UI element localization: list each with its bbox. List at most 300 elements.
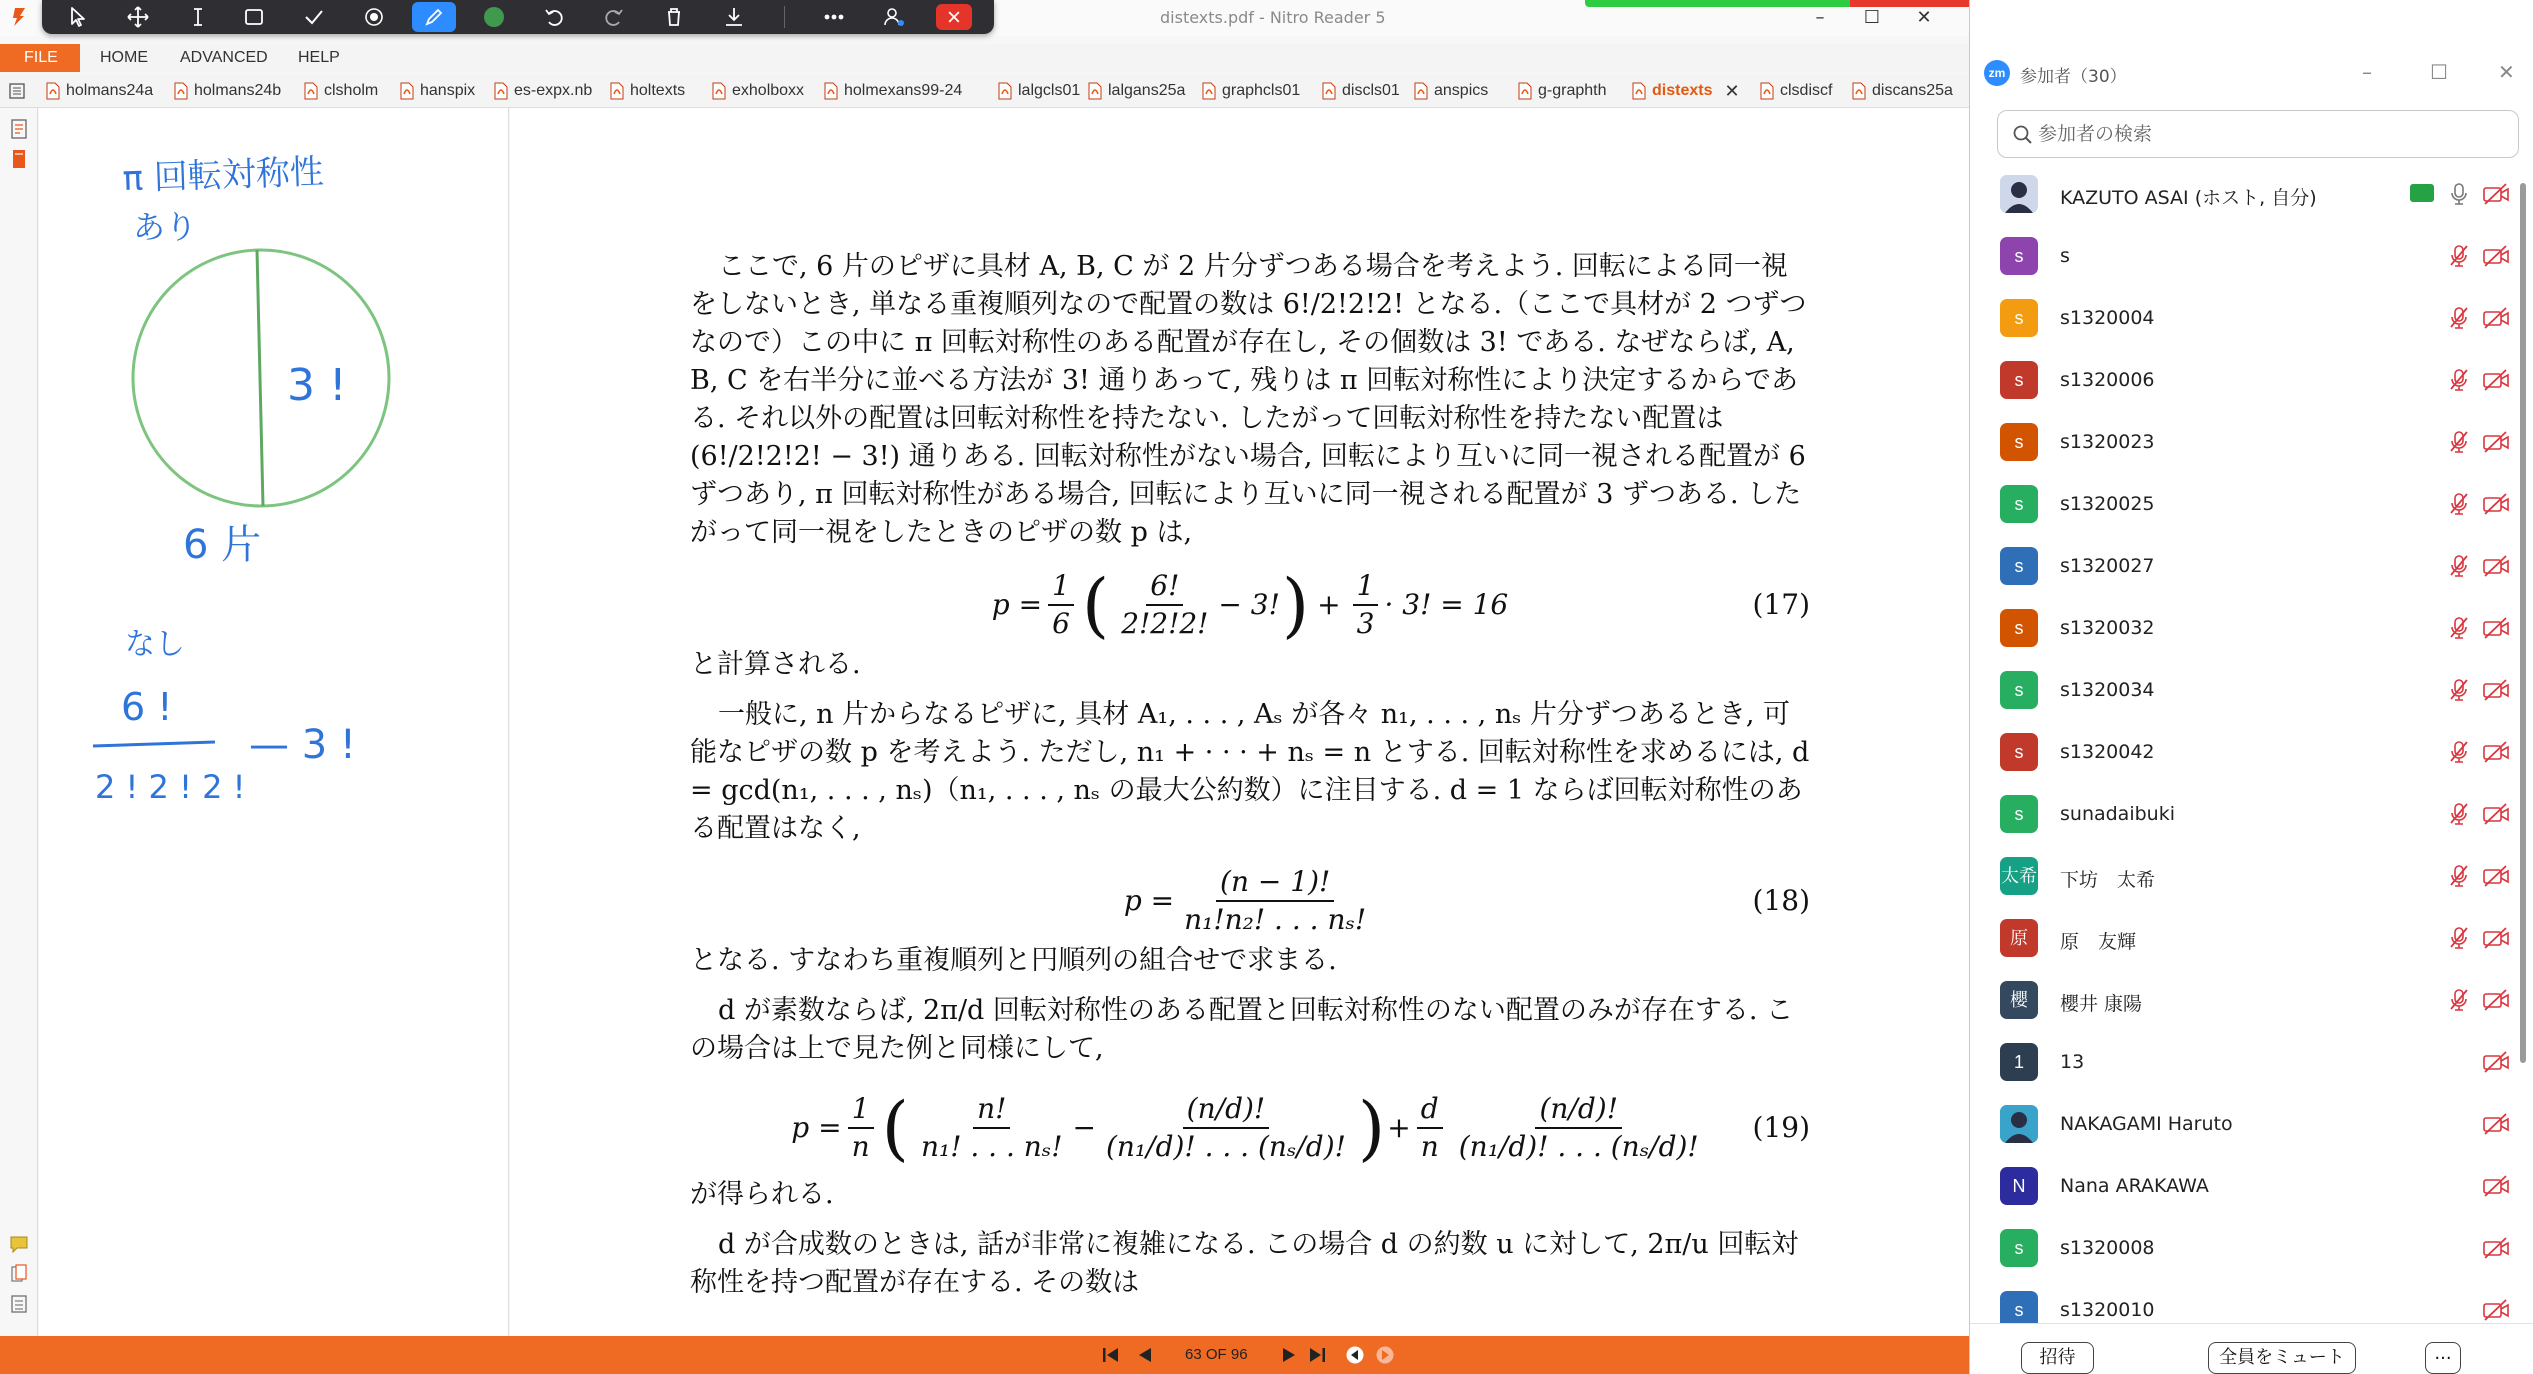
paragraph-composite-case: d が合成数のときは, 話が非常に複雑になる. この場合 d の約数 u に対して, 2π/u 回転対称性を持つ配置が存在する. その数は xyxy=(690,1229,1799,1298)
eq17-open-paren: ( xyxy=(1081,564,1110,646)
video-off-icon[interactable] xyxy=(2482,927,2510,949)
eq19-c-num: (n/d)! xyxy=(1535,1091,1622,1129)
doc-tab-label: holtexts xyxy=(630,82,686,99)
avatar-initial: s xyxy=(2014,1300,2024,1320)
move-tool-button[interactable] xyxy=(116,2,160,32)
mic-muted-icon[interactable] xyxy=(2448,677,2470,703)
avatar-initial: s xyxy=(2014,618,2024,638)
avatar xyxy=(2000,299,2038,337)
next-page-icon[interactable] xyxy=(1278,1345,1300,1365)
eq17-close-paren: ) xyxy=(1281,564,1310,646)
paragraph-combination: となる. すなわち重複順列と円順列の組合せで求まる. xyxy=(690,945,1337,976)
video-off-icon[interactable] xyxy=(2482,369,2510,391)
panel-minimize-button[interactable]: – xyxy=(2362,60,2372,84)
toolbar-divider xyxy=(784,6,785,28)
avatar-initial: s xyxy=(2014,370,2024,390)
doc-tab-anspics[interactable] xyxy=(1414,74,1488,108)
doc-tab-label: clsholm xyxy=(324,82,379,99)
eq17-c1-num: 1 xyxy=(1048,568,1074,606)
eq19-close-paren: ) xyxy=(1357,1087,1386,1169)
participant-row[interactable] xyxy=(1970,845,2518,907)
eq19-c1-den: n xyxy=(851,1130,870,1163)
paragraph-obtained: が得られる. xyxy=(690,1179,834,1210)
file-menu-tab[interactable]: FILE xyxy=(0,44,80,72)
close-annotation-button[interactable] xyxy=(936,4,972,30)
doc-tab-label: es-expx.nb xyxy=(514,82,593,99)
undo-button[interactable] xyxy=(532,2,576,32)
note-six-pieces: 6 片 xyxy=(183,522,262,568)
participants-footer xyxy=(1970,1323,2533,1374)
text-cursor-icon xyxy=(185,4,211,30)
eq17-c2-num: 1 xyxy=(1353,568,1379,606)
doc-tab-label: lalgans25a xyxy=(1108,82,1186,99)
paragraph-pizza-example: ここで, 6 片のピザに具材 A, B, C が 2 片分ずつある場合を考えよう. 回転による同一視をしないとき, 単なる重複順列なので配置の数は 6!/2!2!2! となる.（ここで具材が 2 つずつなので）この中に π 回転対称性のある配置が存在し, その個数は 3! である. なぜならば, A, B, C を右半分に並べる方法が 3! 通りあって, 残りは π 回転対称性により決定するからである. それ以外の配置は回転対称性を持たない. したがって回転対称性を持たない配置は (6!/2!2!2! − 3!) 通りある. 回転対称性がない場合, 回転により互いに同一視される配置が 6 ずつあり, π 回転対称性がある場合, 回転により互いに同一視される配置が 3 ずつある. したがって同一視をしたときのピザの数 p は, xyxy=(690,251,1807,548)
checkmark-icon xyxy=(301,4,327,30)
avatar-initial: s xyxy=(2014,246,2024,266)
eq18-lhs: p = xyxy=(1123,884,1175,917)
eq19-fraction-a xyxy=(917,1091,1067,1165)
eq19-minus: − xyxy=(1072,1111,1096,1144)
participant-name: s1320032 xyxy=(2060,617,2155,639)
profile-photo-icon xyxy=(2000,1105,2038,1143)
doc-tab-holtexts[interactable] xyxy=(610,74,685,108)
participant-list xyxy=(1970,163,2518,1323)
doc-tab-label: distexts xyxy=(1652,82,1713,99)
mic-muted-icon[interactable] xyxy=(2448,491,2470,517)
pdf-file-icon xyxy=(1202,82,1216,100)
avatar-initial: s xyxy=(2014,308,2024,328)
participant-row[interactable] xyxy=(1970,411,2518,473)
note-ari: あり xyxy=(133,208,198,246)
participant-row[interactable] xyxy=(1970,783,2518,845)
participant-name: s1320027 xyxy=(2060,555,2155,577)
pointer-tool-button[interactable] xyxy=(56,2,100,32)
equation-17 xyxy=(690,564,1810,646)
pdf-page xyxy=(690,248,1810,1314)
eq17-c2-den: 3 xyxy=(1356,607,1375,640)
doc-tab-hanspix[interactable] xyxy=(400,74,475,108)
doc-tab-label: discls01 xyxy=(1342,82,1400,99)
search-icon xyxy=(2012,124,2034,146)
participant-name: s1320042 xyxy=(2060,741,2155,763)
equation-19 xyxy=(690,1080,1810,1176)
doc-tab-label: holmans24b xyxy=(194,82,282,99)
participant-name: s1320008 xyxy=(2060,1237,2155,1259)
eq17-tail: · 3! = 16 xyxy=(1384,588,1509,621)
pdf-file-icon xyxy=(610,82,624,100)
layers-icon[interactable] xyxy=(8,1293,30,1315)
video-off-icon[interactable] xyxy=(2482,1051,2510,1073)
close-x-icon xyxy=(945,8,963,26)
color-dot-icon xyxy=(481,4,507,30)
avatar xyxy=(2000,857,2038,895)
participant-search-input[interactable] xyxy=(2038,117,2508,151)
mic-muted-icon[interactable] xyxy=(2448,801,2470,827)
participant-name: 原 友輝 xyxy=(2060,931,2137,953)
panel-popout-button[interactable]: ☐ xyxy=(2430,60,2448,84)
mute-all-button[interactable]: 全員をミュート xyxy=(2208,1342,2356,1374)
eq17-minus-three-fact: − 3! xyxy=(1218,588,1280,621)
participant-row[interactable] xyxy=(1970,1155,2518,1217)
mic-muted-icon[interactable] xyxy=(2448,243,2470,269)
participant-search-box xyxy=(1997,110,2519,158)
text-tool-button[interactable] xyxy=(176,2,220,32)
note-three-factorial: 3 ! xyxy=(287,360,347,411)
avatar xyxy=(2000,795,2038,833)
pdf-file-icon xyxy=(400,82,414,100)
mic-icon[interactable] xyxy=(2448,181,2470,207)
participant-row[interactable] xyxy=(1970,163,2518,225)
eq19-c2-num: d xyxy=(1417,1091,1443,1129)
eq17-c1-den: 6 xyxy=(1052,607,1070,640)
video-off-icon[interactable] xyxy=(2482,1237,2510,1259)
mic-muted-icon[interactable] xyxy=(2448,739,2470,765)
close-button[interactable]: ✕ xyxy=(1916,7,1932,28)
note-fraction-bar xyxy=(93,742,215,746)
pdf-file-icon xyxy=(304,82,318,100)
more-dots-icon xyxy=(821,4,847,30)
avatar xyxy=(2000,485,2038,523)
pdf-file-icon xyxy=(712,82,726,100)
video-off-icon[interactable] xyxy=(2482,307,2510,329)
pdf-file-icon xyxy=(824,82,838,100)
avatar-initial: s xyxy=(2014,556,2024,576)
pdf-file-icon xyxy=(1852,82,1866,100)
eq19-b-num: (n/d)! xyxy=(1183,1091,1270,1129)
participant-row[interactable] xyxy=(1970,969,2518,1031)
video-off-icon[interactable] xyxy=(2482,803,2510,825)
rectangle-tool-button[interactable] xyxy=(232,2,276,32)
doc-tab-label: exholboxx xyxy=(732,82,805,99)
video-off-icon[interactable] xyxy=(2482,493,2510,515)
more-options-button[interactable]: ... xyxy=(2425,1342,2461,1374)
doc-tab-label: holmexans99-24 xyxy=(844,82,963,99)
handwriting-canvas xyxy=(39,108,509,1336)
avatar xyxy=(2000,1229,2038,1267)
avatar xyxy=(2000,919,2038,957)
participants-title: 参加者（30） xyxy=(2020,67,2127,87)
eq19-lhs: p = xyxy=(791,1111,842,1144)
mic-muted-icon[interactable] xyxy=(2448,429,2470,455)
eq17-f-den: 2!2!2! xyxy=(1121,607,1209,640)
equation-18 xyxy=(690,860,1810,942)
participant-row[interactable] xyxy=(1970,349,2518,411)
rectangle-icon xyxy=(241,4,267,30)
eq19-fraction-c xyxy=(1455,1091,1703,1165)
download-icon xyxy=(721,4,747,30)
pdf-file-icon xyxy=(1760,82,1774,100)
move-cross-icon xyxy=(125,4,151,30)
participant-row[interactable] xyxy=(1970,1279,2518,1323)
participant-row[interactable] xyxy=(1970,659,2518,721)
pdf-file-icon xyxy=(1518,82,1532,100)
mic-muted-icon[interactable] xyxy=(2448,367,2470,393)
eq18-number: (18) xyxy=(1752,884,1810,917)
draw-tool-button[interactable] xyxy=(412,2,456,32)
avatar xyxy=(2000,1291,2038,1323)
last-page-icon[interactable] xyxy=(1306,1345,1328,1365)
page-indicator[interactable]: 63 OF 96 xyxy=(1185,1346,1248,1363)
paragraph-prime-case: d が素数ならば, 2π/d 回転対称性のある配置と回転対称性のない配置のみが存在する. この場合は上で見た例と同様にして, xyxy=(690,995,1794,1064)
participant-name: Nana ARAKAWA xyxy=(2060,1175,2209,1197)
bookmarks-icon[interactable] xyxy=(8,148,30,170)
eq17-one-third xyxy=(1353,568,1379,642)
doc-tab-es-expx-nb[interactable] xyxy=(494,74,592,108)
spotlight-icon xyxy=(361,4,387,30)
doc-tab-holmans24b[interactable] xyxy=(174,74,281,108)
eq18-fraction xyxy=(1180,864,1370,938)
doc-tab-label: holmans24a xyxy=(66,82,154,99)
doc-tab-holmans24a[interactable] xyxy=(46,74,153,108)
participant-name: s1320006 xyxy=(2060,369,2155,391)
eq17-plus: + xyxy=(1317,588,1341,621)
ribbon-menu xyxy=(0,44,1969,72)
avatar-initial: 原 xyxy=(2010,928,2028,948)
first-page-icon[interactable] xyxy=(1100,1345,1122,1365)
participant-name: s xyxy=(2060,245,2070,267)
participant-name: s1320010 xyxy=(2060,1299,2155,1321)
video-off-icon[interactable] xyxy=(2482,555,2510,577)
avatar xyxy=(2000,609,2038,647)
doc-tab-g-graphth[interactable] xyxy=(1518,74,1607,108)
pdf-file-icon xyxy=(1632,82,1646,100)
scrollbar-thumb[interactable] xyxy=(2520,183,2526,1063)
doc-tab-lalgcls01[interactable] xyxy=(998,74,1080,108)
eq17-number: (17) xyxy=(1752,588,1810,621)
document-tab-bar xyxy=(0,74,1969,108)
redo-button[interactable] xyxy=(592,2,636,32)
avatar xyxy=(2000,733,2038,771)
doc-tab-graphcls01[interactable] xyxy=(1202,74,1300,108)
doc-tab-exholboxx[interactable] xyxy=(712,74,804,108)
mic-muted-icon[interactable] xyxy=(2448,615,2470,641)
pdf-file-icon xyxy=(46,82,60,100)
mic-muted-icon[interactable] xyxy=(2448,553,2470,579)
participant-name: 13 xyxy=(2060,1051,2085,1073)
note-symmetry-line: π 回転対称性 xyxy=(121,151,325,199)
participant-name: KAZUTO ASAI (ホスト, 自分) xyxy=(2060,187,2317,209)
trash-icon xyxy=(661,4,687,30)
panel-close-button[interactable]: ✕ xyxy=(2498,60,2515,84)
more-options-button[interactable] xyxy=(812,2,856,32)
help-menu-tab[interactable]: HELP xyxy=(298,49,340,66)
eq17-one-sixth xyxy=(1048,568,1074,642)
mic-muted-icon[interactable] xyxy=(2448,863,2470,889)
pdf-file-icon xyxy=(998,82,1012,100)
pen-icon xyxy=(421,4,447,30)
avatar xyxy=(2000,1105,2038,1143)
participant-name: 下坊 太希 xyxy=(2060,869,2156,891)
participant-row[interactable] xyxy=(1970,535,2518,597)
stamp-tool-button[interactable] xyxy=(292,2,336,32)
avatar xyxy=(2000,237,2038,275)
mic-muted-icon[interactable] xyxy=(2448,305,2470,331)
maximize-button[interactable]: ☐ xyxy=(1863,7,1881,28)
undo-icon xyxy=(541,4,567,30)
note-nashi: なし xyxy=(125,627,185,662)
eq19-a-den: n₁! . . . nₛ! xyxy=(920,1130,1063,1163)
nitro-logo-icon xyxy=(8,6,30,28)
participants-header xyxy=(1970,50,2533,96)
window-title: distexts.pdf - Nitro Reader 5 xyxy=(1160,8,1386,27)
video-off-icon[interactable] xyxy=(2482,741,2510,763)
invite-button[interactable]: 招待 xyxy=(2021,1342,2094,1374)
eq18-den: n₁!n₂! . . . nₛ! xyxy=(1184,903,1367,936)
avatar-initial: s xyxy=(2014,494,2024,514)
note-numerator: 6 ! xyxy=(121,685,173,729)
eq19-number: (19) xyxy=(1752,1111,1810,1144)
avatar-initial: s xyxy=(2014,680,2024,700)
mic-muted-icon[interactable] xyxy=(2448,987,2470,1013)
video-off-icon[interactable] xyxy=(2482,183,2510,205)
avatar-initial: 太希 xyxy=(2001,866,2037,886)
participant-row[interactable] xyxy=(1970,1217,2518,1279)
eq19-fraction-b xyxy=(1102,1091,1350,1165)
avatar-initial: s xyxy=(2014,742,2024,762)
zoom-participants-panel xyxy=(1969,0,2533,1374)
clear-button[interactable] xyxy=(652,2,696,32)
note-denominator: 2 ! 2 ! 2 ! xyxy=(95,768,246,806)
redo-icon xyxy=(601,4,627,30)
home-menu-tab[interactable]: HOME xyxy=(100,49,148,66)
avatar xyxy=(2000,361,2038,399)
avatar-initial: s xyxy=(2014,1238,2024,1258)
annotation-toolbar xyxy=(42,0,994,34)
participant-name: s1320004 xyxy=(2060,307,2155,329)
video-off-icon[interactable] xyxy=(2482,431,2510,453)
forward-view-icon[interactable] xyxy=(1374,1345,1396,1365)
page-thumbnails-icon[interactable] xyxy=(8,118,30,140)
mic-muted-icon[interactable] xyxy=(2448,925,2470,951)
video-off-icon[interactable] xyxy=(2482,679,2510,701)
avatar-initial: 1 xyxy=(2013,1052,2024,1072)
video-off-icon[interactable] xyxy=(2482,1175,2510,1197)
profile-photo-icon xyxy=(2000,175,2038,213)
avatar xyxy=(2000,1167,2038,1205)
annotator-names-button[interactable] xyxy=(872,2,916,32)
participant-row[interactable] xyxy=(1970,597,2518,659)
screen-share-icon xyxy=(2410,184,2434,202)
doc-tab-label: anspics xyxy=(1434,82,1489,99)
comments-icon[interactable] xyxy=(8,1233,30,1255)
participant-name: s1320034 xyxy=(2060,679,2155,701)
doc-tab-lalgans25a[interactable] xyxy=(1088,74,1185,108)
avatar-initial: 櫻 xyxy=(2010,990,2028,1010)
eq19-b-den: (n₁/d)! . . . (nₛ/d)! xyxy=(1105,1130,1346,1163)
zoom-logo-icon: zm xyxy=(1984,60,2010,86)
eq17-lhs: p = xyxy=(991,588,1043,621)
pdf-page-area[interactable] xyxy=(510,108,1969,1336)
avatar-initial: s xyxy=(2014,432,2024,452)
pdf-file-icon xyxy=(1414,82,1428,100)
participant-list-scrollbar[interactable] xyxy=(2518,163,2528,1323)
left-tool-rail xyxy=(0,108,38,1336)
avatar xyxy=(2000,1043,2038,1081)
pdf-file-icon xyxy=(1322,82,1336,100)
paragraph-calculated: と計算される. xyxy=(690,649,861,680)
doc-tab-distexts[interactable] xyxy=(1632,74,1740,108)
video-off-icon[interactable] xyxy=(2482,1299,2510,1321)
participant-row[interactable] xyxy=(1970,225,2518,287)
pizza-diameter-line xyxy=(257,250,263,506)
pdf-file-icon xyxy=(494,82,508,100)
pdf-file-icon xyxy=(174,82,188,100)
doc-tab-clsdiscf[interactable] xyxy=(1760,74,1832,108)
page-navigation-bar xyxy=(0,1336,1969,1374)
doc-tab-label: graphcls01 xyxy=(1222,82,1301,99)
note-minus-three-factorial: — 3 ! xyxy=(249,722,356,768)
pages-icon[interactable] xyxy=(8,82,26,100)
previous-page-icon[interactable] xyxy=(1134,1345,1156,1365)
doc-tab-label: hanspix xyxy=(420,82,476,99)
eq17-f-num: 6! xyxy=(1146,568,1183,606)
doc-tab-discans25a[interactable] xyxy=(1852,74,1953,108)
doc-tab-label: discans25a xyxy=(1872,82,1953,99)
back-view-icon[interactable] xyxy=(1344,1345,1366,1365)
cursor-arrow-icon xyxy=(65,4,91,30)
advanced-menu-tab[interactable]: ADVANCED xyxy=(180,49,268,66)
eq19-d-over-n xyxy=(1417,1091,1443,1165)
color-picker-button[interactable] xyxy=(472,2,516,32)
participant-row[interactable] xyxy=(1970,1031,2518,1093)
participant-name: s1320025 xyxy=(2060,493,2155,515)
eq19-open-paren: ( xyxy=(881,1087,909,1169)
participant-row[interactable] xyxy=(1970,721,2518,783)
participant-row[interactable] xyxy=(1970,473,2518,535)
doc-tab-label: clsdiscf xyxy=(1780,82,1833,99)
pdf-file-icon xyxy=(1088,82,1102,100)
video-off-icon[interactable] xyxy=(2482,865,2510,887)
eq19-c-den: (n₁/d)! . . . (nₛ/d)! xyxy=(1458,1130,1699,1163)
eq19-plus: + xyxy=(1387,1111,1411,1144)
participant-row[interactable] xyxy=(1970,907,2518,969)
eq18-num: (n − 1)! xyxy=(1216,864,1334,902)
participant-row[interactable] xyxy=(1970,287,2518,349)
doc-tab-holmexans99-24[interactable] xyxy=(824,74,962,108)
attachments-icon[interactable] xyxy=(8,1263,30,1285)
doc-tab-label: g-graphth xyxy=(1538,82,1607,99)
eq19-c1-num: 1 xyxy=(848,1091,874,1129)
video-off-icon[interactable] xyxy=(2482,989,2510,1011)
eq19-one-over-n xyxy=(848,1091,874,1165)
eq17-multinomial xyxy=(1117,568,1212,642)
participant-name: sunadaibuki xyxy=(2060,803,2175,825)
handwritten-notes-panel xyxy=(39,108,509,1336)
participant-name: s1320023 xyxy=(2060,431,2155,453)
eq19-a-num: n! xyxy=(973,1091,1010,1129)
video-off-icon[interactable] xyxy=(2482,617,2510,639)
avatar xyxy=(2000,423,2038,461)
doc-tab-discls01[interactable] xyxy=(1322,74,1400,108)
avatar xyxy=(2000,175,2038,213)
avatar-initial: N xyxy=(2012,1176,2026,1196)
close-tab-icon[interactable]: ✕ xyxy=(1724,80,1740,101)
avatar xyxy=(2000,981,2038,1019)
video-off-icon[interactable] xyxy=(2482,1113,2510,1135)
avatar-initial: s xyxy=(2014,804,2024,824)
spotlight-tool-button[interactable] xyxy=(352,2,396,32)
doc-tab-clsholm[interactable] xyxy=(304,74,378,108)
participant-name: 櫻井 康陽 xyxy=(2060,993,2143,1015)
video-off-icon[interactable] xyxy=(2482,245,2510,267)
participant-row[interactable] xyxy=(1970,1093,2518,1155)
avatar xyxy=(2000,671,2038,709)
doc-tab-label: lalgcls01 xyxy=(1018,82,1081,99)
participant-name: NAKAGAMI Haruto xyxy=(2060,1113,2233,1135)
minimize-button[interactable]: – xyxy=(1815,7,1825,28)
save-button[interactable] xyxy=(712,2,756,32)
person-pen-icon xyxy=(881,4,907,30)
